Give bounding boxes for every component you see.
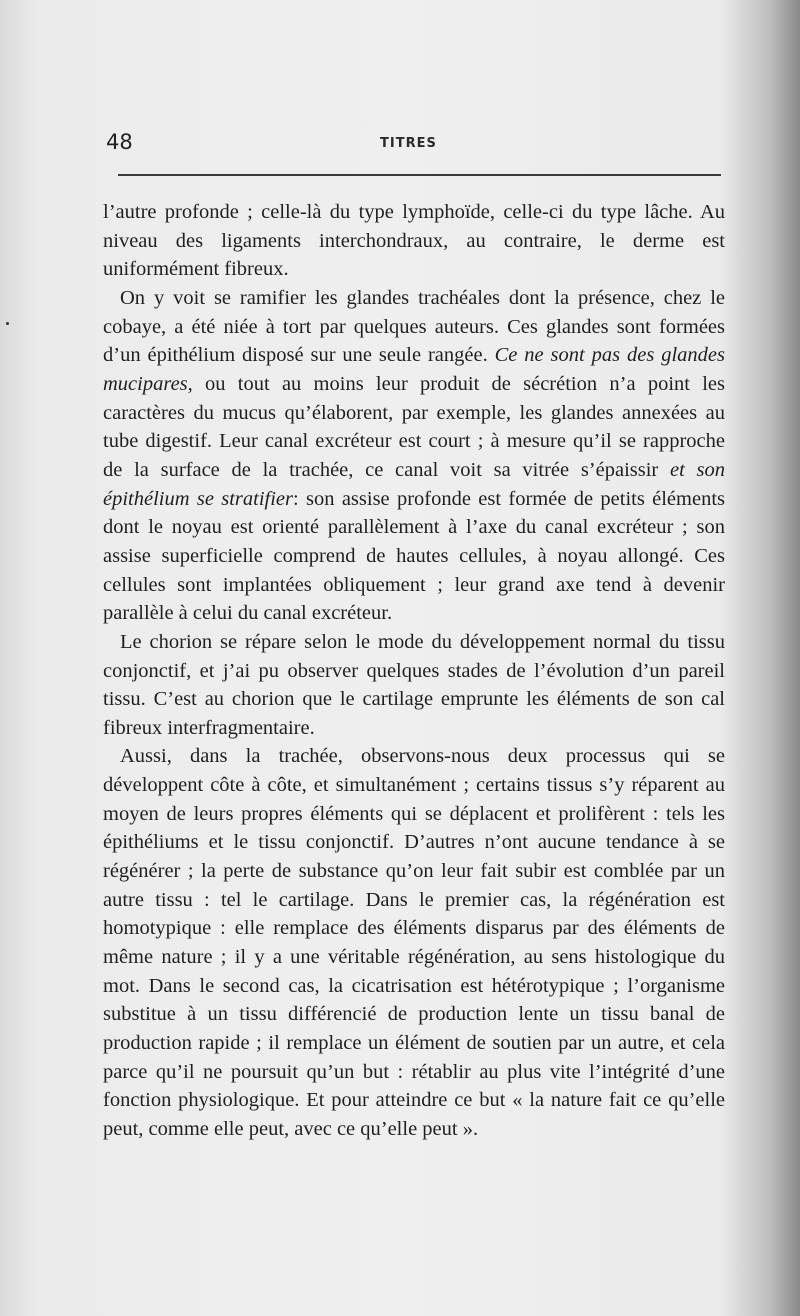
paragraph xyxy=(103,742,725,1143)
paragraph-text: , ou tout au moins leur produit de sécrétion n’a point les caractères du mucus qu’élaborent, par exemple, les glandes annexées au tube digestif. Leur canal excréteur est court ; à mesure qu’il se rapproche de la surface de la trachée, ce canal voit sa vitrée s’épaissir xyxy=(103,372,725,481)
paragraph-text: On y voit se ramifier les glandes trachéales dont la présence, chez le cobaye, a été niée à tort par quelques auteurs. Ces glandes sont formées d’un épithélium disposé sur une seule rangée. xyxy=(103,286,725,367)
paragraph-text: : son assise profonde est formée de petits éléments dont le noyau est orienté parallèlement à l’axe du canal excréteur ; son assise superficielle comprend de hautes cellules, à noyau allongé. Ces cellules sont implantées obliquement ; leur grand axe tend à devenir parallèle à celui du canal excréteur. xyxy=(103,487,725,625)
italic-text: Ce ne sont pas des glandes mucipares xyxy=(103,344,725,395)
italic-text: et son épithélium se stratifier xyxy=(103,458,725,510)
paragraph xyxy=(103,284,725,628)
body-text xyxy=(103,198,725,1144)
page-header xyxy=(106,130,726,160)
page-number: 48 xyxy=(106,130,133,154)
scan-speck xyxy=(6,322,9,325)
paragraph-text: l’autre profonde ; celle-là du type lymphoïde, celle-ci du type lâche. Au niveau des ligaments interchondraux, au contraire, le derme est uniformément fibreux. xyxy=(103,201,725,281)
running-title: TITRES xyxy=(380,136,437,151)
paragraph xyxy=(103,628,725,743)
paragraph-text: Le chorion se répare selon le mode du développement normal du tissu conjonctif, et j’ai pu observer quelques stades de l’évolution d’un pareil tissu. C’est au chorion que le cartilage emprunte les éléments de son cal fibreux interfragmentaire. xyxy=(103,630,725,739)
paragraph-text: Aussi, dans la trachée, observons-nous deux processus qui se développent côte à côte, et simultanément ; certains tissus s’y réparent au moyen de leurs propres éléments qui se déplacent et prolifèrent : tels les épithéliums et le tissu conjonctif. D’autres n’ont aucune tendance à se régénérer ; la perte de substance qu’on leur fait subir est comblée par un autre tissu : tel le cartilage. Dans le premier cas, la régénération est homotypique : elle remplace des éléments disparus par des éléments de même nature ; il y a une véritable régénération, au sens histologique du mot. Dans le second cas, la cicatrisation est hétérotypique ; l’organisme substitue à un tissu différencié de production lente un tissu banal de production rapide ; il remplace un élément de soutien par un autre, et cela parce qu’il ne poursuit qu’un but : rétablir au plus vite l’intégrité d’une fonction physiologique. Et pour atteindre ce but « la nature fait ce qu’elle peut, comme elle peut, avec ce qu’elle peut ». xyxy=(103,745,725,1140)
paragraph xyxy=(103,198,725,284)
header-rule xyxy=(118,174,721,176)
